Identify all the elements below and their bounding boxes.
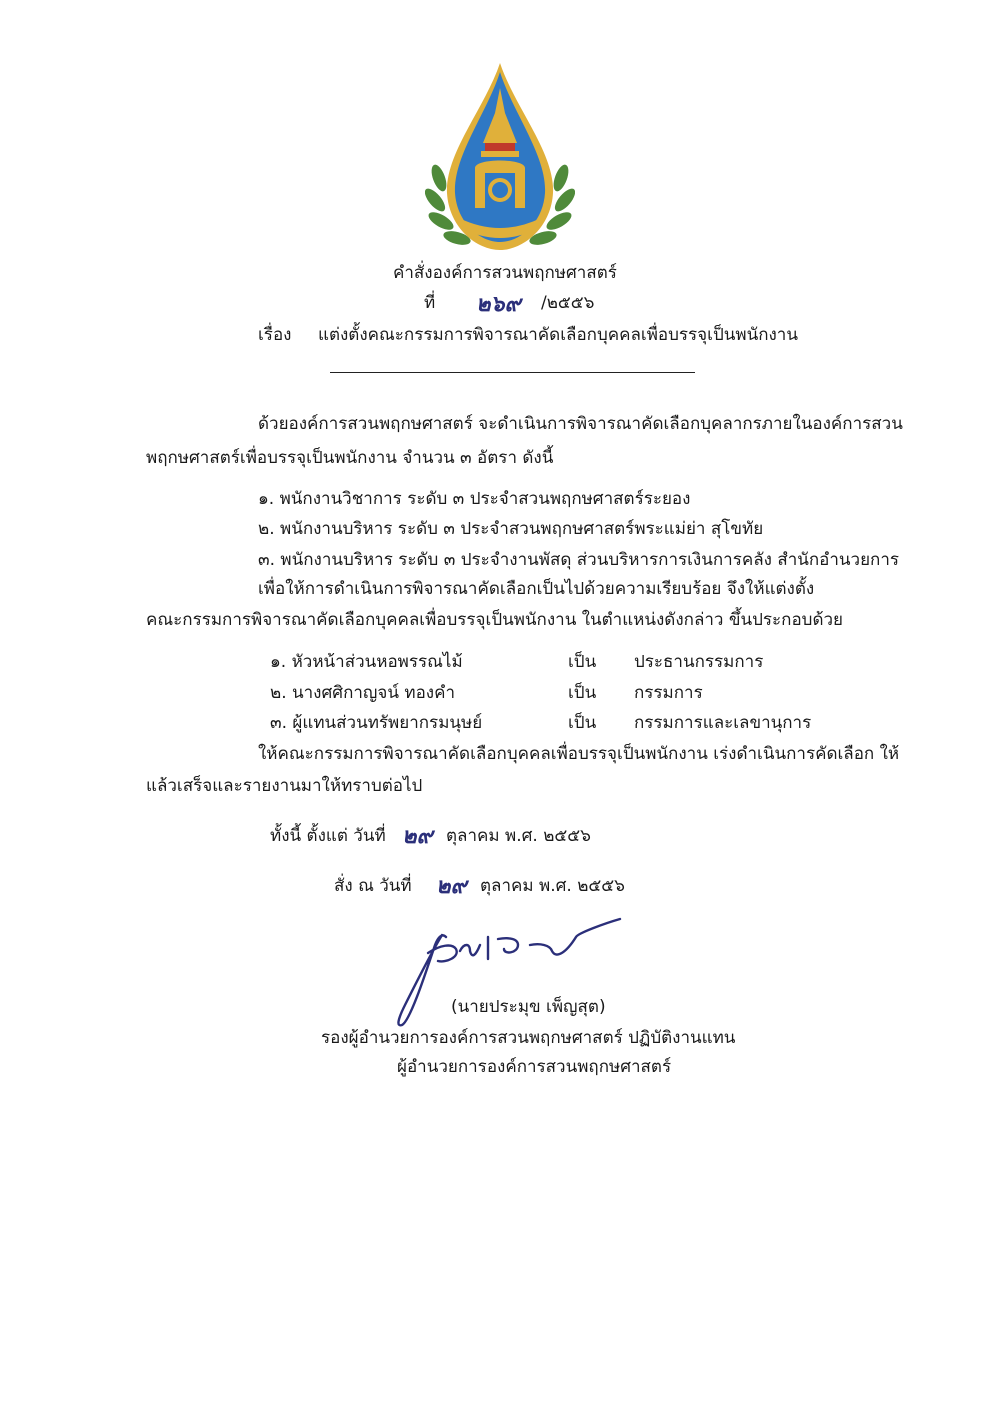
- committee-member-2-name: ๒. นางศศิกาญจน์ ทองคำ: [270, 683, 456, 703]
- ordered-date-prefix: สั่ง ณ วันที่: [334, 876, 412, 896]
- position-item-1: ๑. พนักงานวิชาการ ระดับ ๓ ประจำสวนพฤกษศาสตร์ระยอง: [258, 489, 691, 509]
- committee-member-3-as: เป็น: [568, 713, 597, 733]
- organization-seal-logo: [425, 58, 575, 258]
- para2-line-2: คณะกรรมการพิจารณาคัดเลือกบุคคลเพื่อบรรจุเป็นพนักงาน ในตำแหน่งดังกล่าว ขึ้นประกอบด้วย: [146, 610, 843, 630]
- intro-line-1: ด้วยองค์การสวนพฤกษศาสตร์ จะดำเนินการพิจารณาคัดเลือกบุคลากรภายในองค์การสวน: [258, 414, 903, 434]
- position-item-2: ๒. พนักงานบริหาร ระดับ ๓ ประจำสวนพฤกษศาสตร์พระแม่ย่า สุโขทัย: [258, 519, 764, 539]
- para3-line-1: ให้คณะกรรมการพิจารณาคัดเลือกบุคคลเพื่อบรรจุเป็นพนักงาน เร่งดำเนินการคัดเลือก ให้: [258, 744, 900, 764]
- committee-member-1-name: ๑. หัวหน้าส่วนหอพรรณไม้: [270, 652, 463, 672]
- committee-member-3-name: ๓. ผู้แทนส่วนทรัพยากรมนุษย์: [270, 713, 483, 733]
- order-title: คำสั่งองค์การสวนพฤกษศาสตร์: [393, 263, 617, 283]
- subject-text: แต่งตั้งคณะกรรมการพิจารณาคัดเลือกบุคคลเพื่อบรรจุเป็นพนักงาน: [318, 325, 798, 345]
- committee-member-1-as: เป็น: [568, 652, 597, 672]
- header-divider: [330, 372, 695, 373]
- effective-date-day: ๒๙: [402, 824, 433, 849]
- committee-member-3-role: กรรมการและเลขานุการ: [634, 713, 812, 733]
- ordered-date-day: ๒๙: [436, 874, 467, 899]
- para3-line-2: แล้วเสร็จและรายงานมาให้ทราบต่อไป: [146, 776, 423, 796]
- order-number-year: /๒๕๕๖: [541, 293, 595, 313]
- ordered-date-suffix: ตุลาคม พ.ศ. ๒๕๕๖: [480, 876, 625, 896]
- committee-member-2-as: เป็น: [568, 683, 597, 703]
- para2-line-1: เพื่อให้การดำเนินการพิจารณาคัดเลือกเป็นไปด้วยความเรียบร้อย จึงให้แต่งตั้ง: [258, 579, 815, 599]
- effective-date-prefix: ทั้งนี้ ตั้งแต่ วันที่: [270, 826, 386, 846]
- signer-name: (นายประมุข เพ็ญสุต): [451, 997, 606, 1017]
- committee-member-1-role: ประธานกรรมการ: [634, 652, 764, 672]
- intro-line-2: พฤกษศาสตร์เพื่อบรรจุเป็นพนักงาน จำนวน ๓ อัตรา ดังนี้: [146, 448, 554, 468]
- signer-title-line-2: ผู้อำนวยการองค์การสวนพฤกษศาสตร์: [397, 1057, 672, 1077]
- committee-member-2-role: กรรมการ: [634, 683, 703, 703]
- order-number-label: ที่: [424, 293, 436, 313]
- position-item-3: ๓. พนักงานบริหาร ระดับ ๓ ประจำงานพัสดุ ส่วนบริหารการเงินการคลัง สำนักอำนวยการ: [258, 550, 900, 570]
- subject-label: เรื่อง: [258, 325, 292, 345]
- effective-date-suffix: ตุลาคม พ.ศ. ๒๕๕๖: [446, 826, 591, 846]
- order-number-value: ๒๖๙: [476, 292, 521, 317]
- signer-title-line-1: รองผู้อำนวยการองค์การสวนพฤกษศาสตร์ ปฏิบัติงานแทน: [321, 1028, 736, 1048]
